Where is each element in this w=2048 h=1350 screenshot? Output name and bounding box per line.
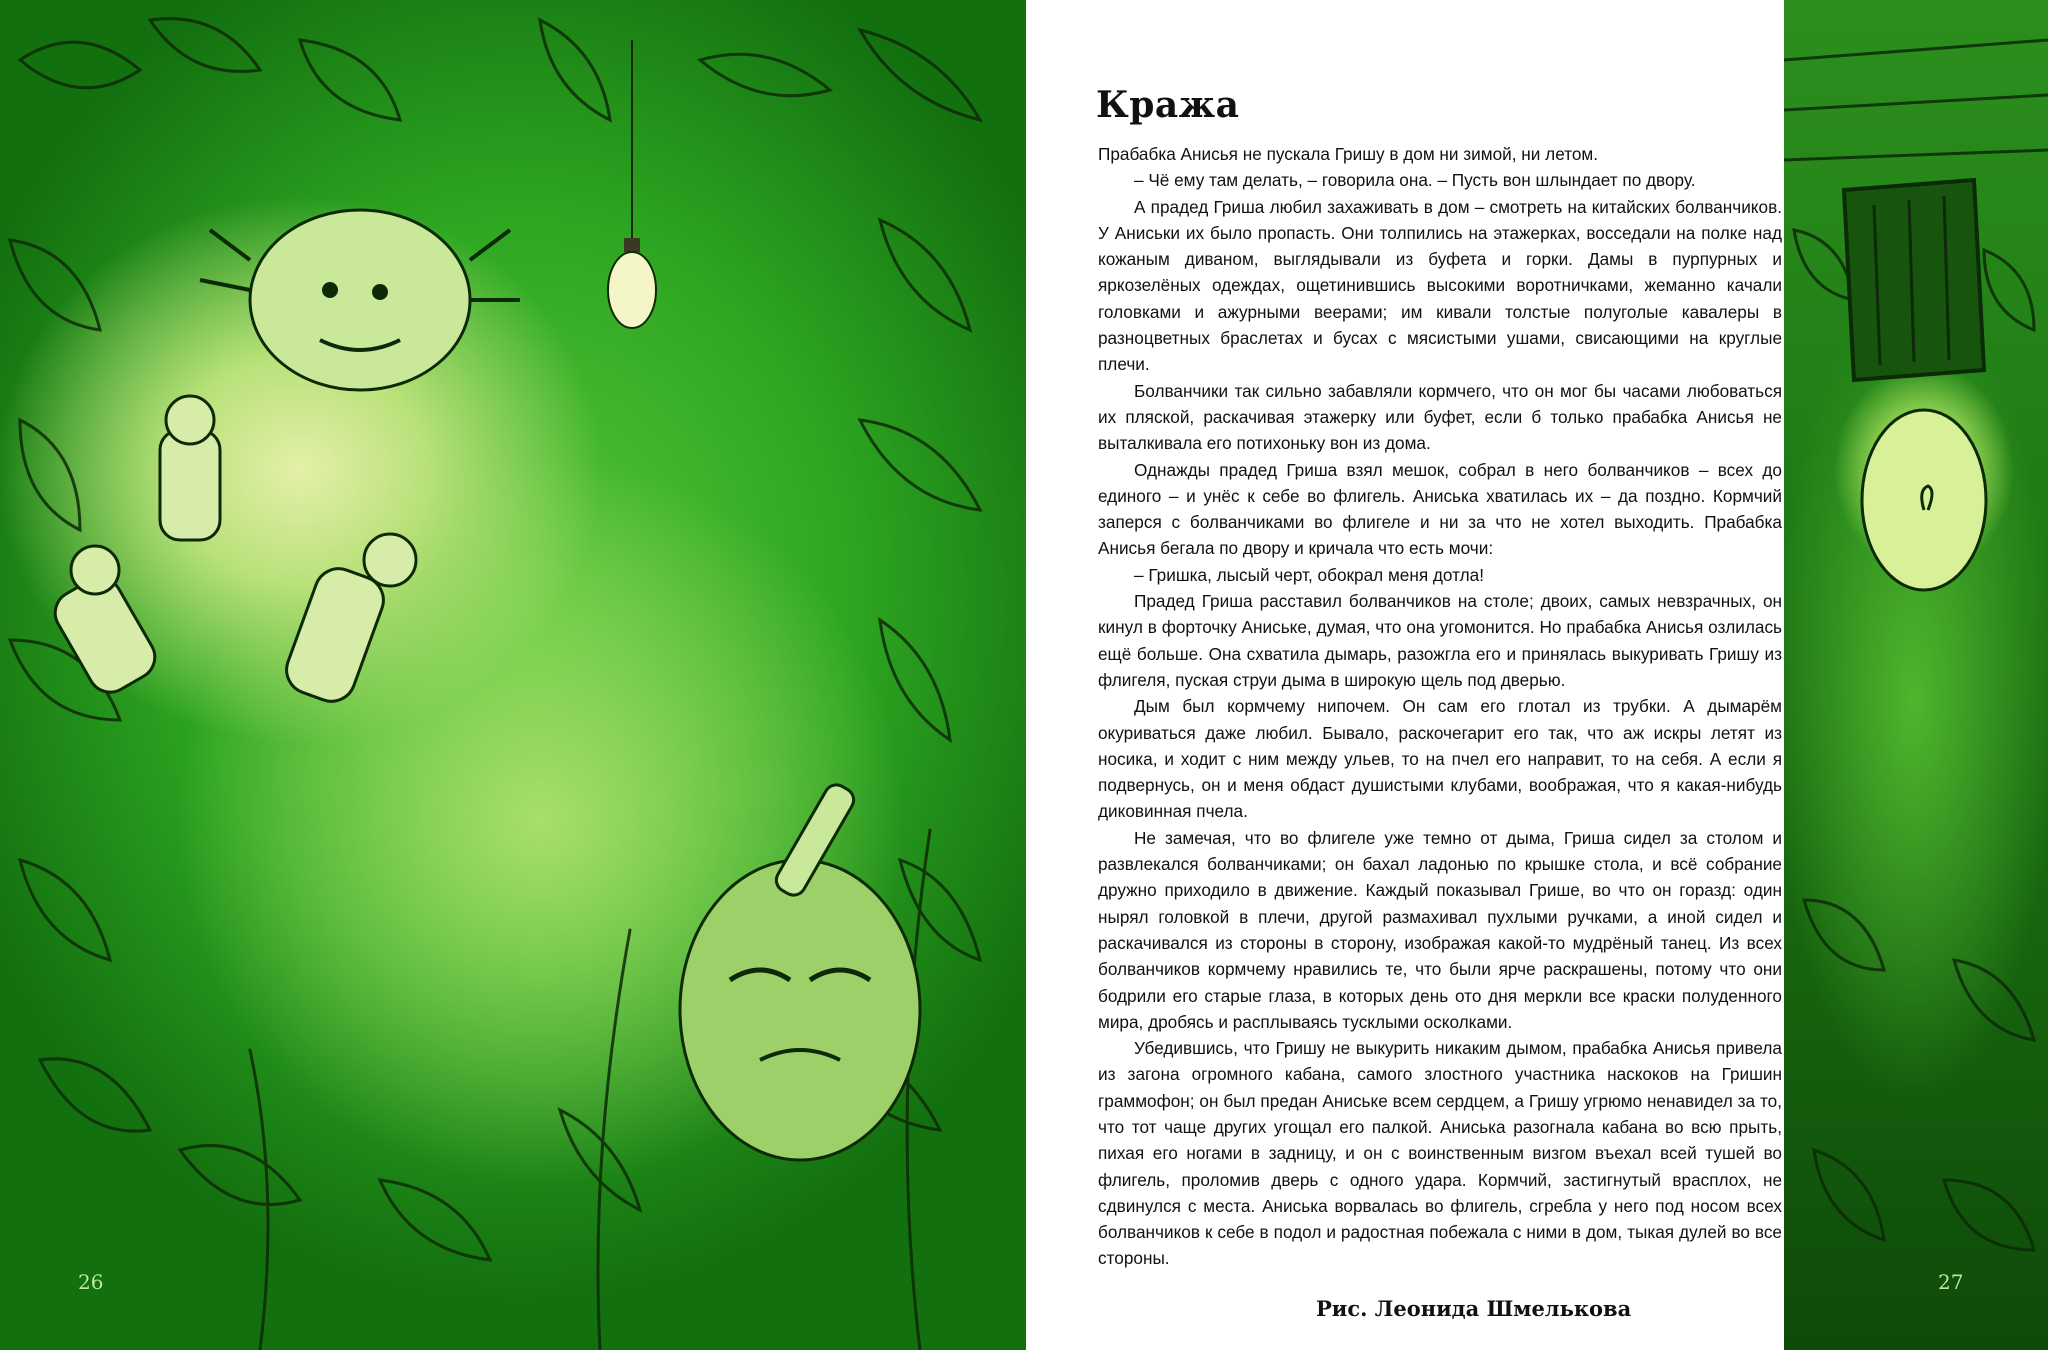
paragraph: Болванчики так сильно забавляли кормчего, что он мог бы часами любоваться их пляской, раскачивая этажерку или буфет, если б только прабабка Анисья не выталкивала его потихоньку вон из дома. <box>1098 380 1782 454</box>
text-page <box>1026 0 1784 1350</box>
angry-figure-with-bat <box>680 781 920 1160</box>
paragraph: Прабабка Анисья не пускала Гришу в дом ни зимой, ни летом. <box>1098 144 1599 164</box>
paragraph: А прадед Гриша любил захаживать в дом – смотреть на китайских болванчиков. У Аниськи их было пропасть. Они толпились на этажерках, восседали на полке над кожаным диваном, выглядывали из буфета и горки. Дамы в пурпурных и яркозелёных одеждах, ощетинившись высокими воротничками, жеманно качали головками и ажурными веерами; им кивали толстые полуголые кавалеры в разноцветных браслетах и бусах с мясистыми ушами, свисающими на круглые плечи. <box>1098 196 1782 375</box>
page-number-left: 26 <box>78 1270 104 1294</box>
paragraph: – Гришка, лысый черт, обокрал меня дотла! <box>1134 564 1484 585</box>
story-body <box>1098 141 1782 1272</box>
doll-figures <box>47 396 416 708</box>
door-ink-drawing <box>1784 0 2048 1350</box>
light-bulb-icon <box>608 40 656 328</box>
page-number-right: 27 <box>1938 1270 1964 1294</box>
paragraph: Однажды прадед Гриша взял мешок, собрал в него болванчиков – всех до единого – и унёс к себе во флигель. Аниська хватилась их – да поздно. Кормчий заперся с болванчиками во флигеле и ни за что не хотел выходить. Прабабка Анисья бегала по двору и кричала что есть мочи: <box>1098 459 1782 559</box>
illustration-credit: Рис. Леонида Шмелькова <box>1316 1296 1632 1321</box>
door-icon <box>1844 180 1984 380</box>
right-illustration <box>1784 0 2048 1350</box>
paragraph: Убедившись, что Гришу не выкурить никаким дымом, прабабка Анисья привела из загона огромного кабана, самого злостного участника наскоков на Гришин граммофон; он был предан Аниське всем сердцем, а Гришу угрюмо ненавидел за то, что тот чаще других угощал его палкой. Аниська разогнала кабана во всю прыть, пихая его ногами в задницу, и он с воинственным визгом въехал всей тушей во флигель, проломив дверь с одного удара. Кормчий, застигнутый врасплох, не сдвинулся с места. Аниська ворвалась во флигель, сгребла у него под носом всех болванчиков к себе в подол и радостная побежала с ними в дом, тыкая дулей во все стороны. <box>1098 1038 1782 1269</box>
paragraph: – Чё ему там делать, – говорила она. – Пусть вон шлындает по двору. <box>1134 170 1696 191</box>
round-face-figure <box>200 210 520 390</box>
story-title: Кража <box>1096 84 1240 126</box>
round-figure <box>1862 410 1986 590</box>
paragraph: Не замечая, что во флигеле уже темно от дыма, Гриша сидел за столом и развлекался болванчиками; он бахал ладонью по крышке стола, и всё собрание дружно приходило в движение. Каждый показывал Грише, во что он горазд: один нырял головкой в плечи, другой размахивал пухлыми ручками, а иной сидел и раскачивался из стороны в сторону, изображая какой-то мудрёный танец. Из всех болванчиков кормчему нравились те, что были ярче раскрашены, потому что они бодрили его старые глаза, в которых день ото дня меркли все краски полуденного мира, дробясь и расплываясь тусклыми осколками. <box>1098 827 1782 1032</box>
paragraph: Прадед Гриша расставил болванчиков на столе; двоих, самых невзрачных, он кинул в форточку Аниське, думая, что она угомонится. Но прабабка Анисья озлилась ещё больше. Она схватила дымарь, разожгла его и принялась выкуривать Гришу из флигеля, пуская струи дыма в широкую щель под дверью. <box>1098 591 1782 690</box>
paragraph: Дым был кормчему нипочем. Он сам его глотал из трубки. А дымарём окуриваться даже любил. Бывало, раскочегарит его так, что аж искры летят из носика, и ходит с ним между ульев, то на пчел его направит, то на себя. А если я подвернусь, он и меня обдаст душистыми клубами, воображая, что я какая-нибудь диковинная пчела. <box>1098 696 1782 822</box>
